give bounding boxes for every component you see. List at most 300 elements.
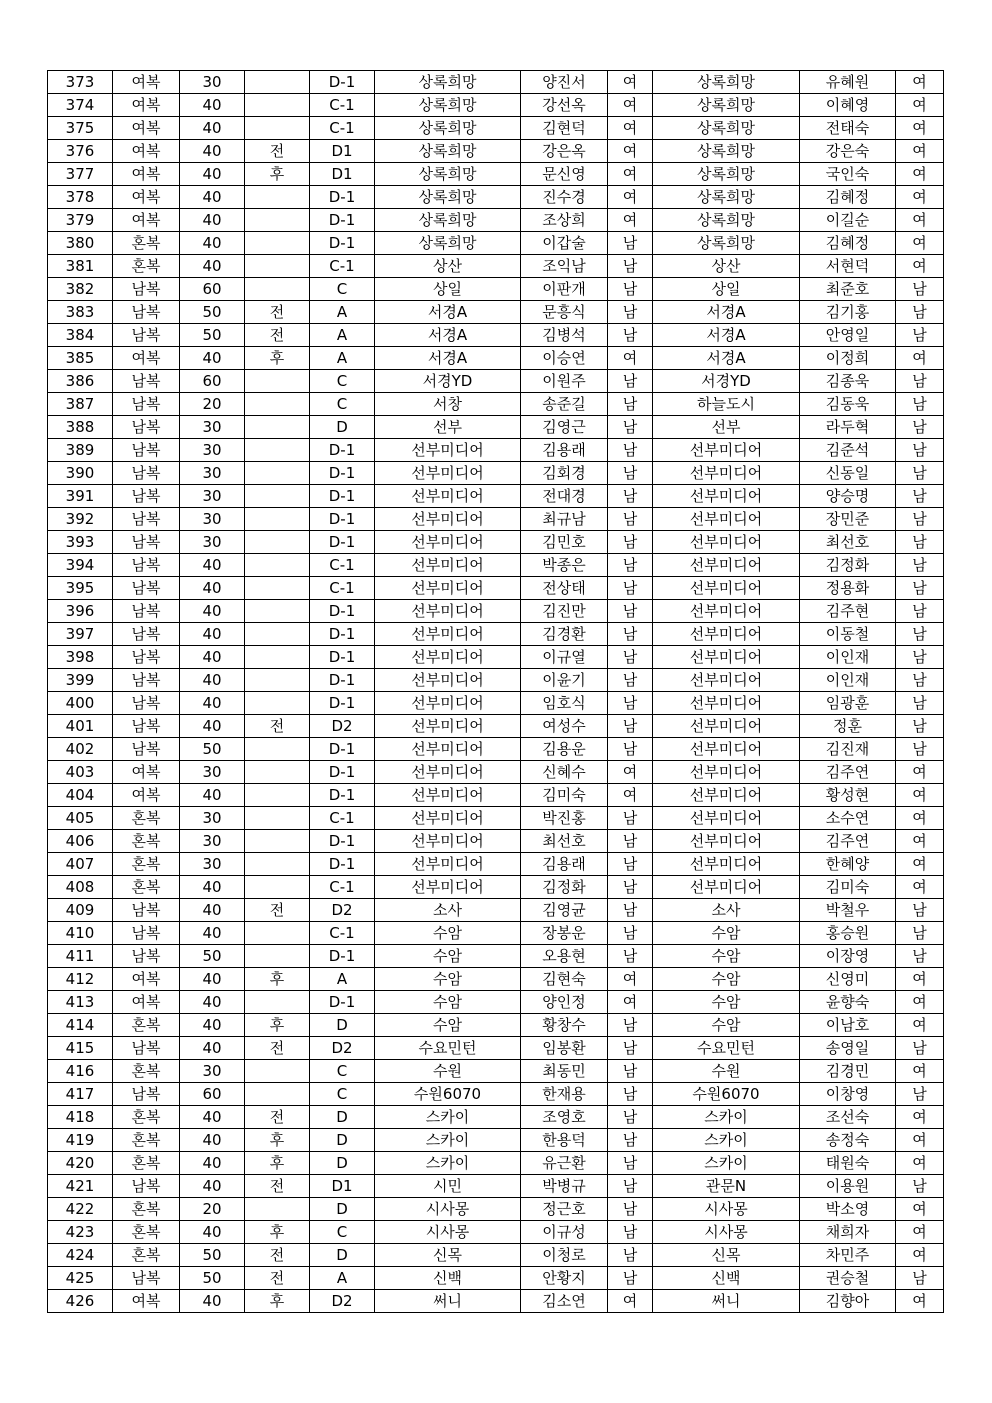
- cell-player-2: 김기홍: [800, 301, 896, 324]
- cell-club-1: 서경A: [375, 324, 521, 347]
- cell-club-2: 소사: [653, 899, 800, 922]
- cell-club-1: 상록희망: [375, 232, 521, 255]
- cell-event: 남복: [113, 301, 180, 324]
- cell-event: 남복: [113, 669, 180, 692]
- cell-club-1: 선부미디어: [375, 646, 521, 669]
- cell-player-2: 전태숙: [800, 117, 896, 140]
- cell-club-2: 선부미디어: [653, 439, 800, 462]
- cell-session: [245, 508, 310, 531]
- cell-club-2: 서경A: [653, 324, 800, 347]
- cell-age-group: 40: [180, 554, 245, 577]
- cell-gender-1: 남: [608, 1129, 653, 1152]
- cell-club-1: 선부미디어: [375, 715, 521, 738]
- cell-club-1: 써니: [375, 1290, 521, 1313]
- cell-gender-2: 여: [896, 255, 944, 278]
- cell-club-2: 스카이: [653, 1106, 800, 1129]
- cell-grade: C-1: [310, 554, 375, 577]
- cell-club-2: 신목: [653, 1244, 800, 1267]
- cell-number: 387: [48, 393, 113, 416]
- cell-player-1: 양진서: [521, 71, 608, 94]
- cell-age-group: 40: [180, 1221, 245, 1244]
- cell-grade: C-1: [310, 94, 375, 117]
- cell-event: 여복: [113, 784, 180, 807]
- cell-session: 전: [245, 324, 310, 347]
- cell-age-group: 40: [180, 1290, 245, 1313]
- cell-event: 남복: [113, 1267, 180, 1290]
- cell-grade: D: [310, 1129, 375, 1152]
- cell-grade: D-1: [310, 692, 375, 715]
- cell-player-2: 김종욱: [800, 370, 896, 393]
- cell-player-2: 태원숙: [800, 1152, 896, 1175]
- cell-gender-1: 여: [608, 117, 653, 140]
- cell-number: 408: [48, 876, 113, 899]
- cell-event: 혼복: [113, 1129, 180, 1152]
- cell-age-group: 30: [180, 531, 245, 554]
- cell-club-2: 선부미디어: [653, 646, 800, 669]
- cell-gender-1: 남: [608, 485, 653, 508]
- cell-session: [245, 853, 310, 876]
- cell-number: 388: [48, 416, 113, 439]
- cell-grade: D-1: [310, 485, 375, 508]
- cell-player-2: 강은숙: [800, 140, 896, 163]
- cell-player-1: 강은옥: [521, 140, 608, 163]
- cell-club-1: 선부미디어: [375, 876, 521, 899]
- cell-session: [245, 692, 310, 715]
- cell-player-1: 이규열: [521, 646, 608, 669]
- table-row: [48, 945, 944, 968]
- cell-player-1: 이규성: [521, 1221, 608, 1244]
- cell-age-group: 60: [180, 1083, 245, 1106]
- table-row: [48, 968, 944, 991]
- cell-session: [245, 1083, 310, 1106]
- cell-gender-1: 남: [608, 1106, 653, 1129]
- cell-number: 402: [48, 738, 113, 761]
- cell-number: 384: [48, 324, 113, 347]
- cell-player-1: 김영근: [521, 416, 608, 439]
- cell-club-1: 선부미디어: [375, 738, 521, 761]
- cell-club-1: 상록희망: [375, 209, 521, 232]
- cell-grade: D-1: [310, 186, 375, 209]
- cell-session: [245, 738, 310, 761]
- cell-club-2: 상록희망: [653, 94, 800, 117]
- cell-event: 남복: [113, 1083, 180, 1106]
- cell-age-group: 50: [180, 945, 245, 968]
- cell-club-1: 상록희망: [375, 71, 521, 94]
- cell-age-group: 40: [180, 1129, 245, 1152]
- cell-gender-2: 여: [896, 1129, 944, 1152]
- cell-grade: D-1: [310, 508, 375, 531]
- cell-player-1: 한재용: [521, 1083, 608, 1106]
- cell-session: [245, 991, 310, 1014]
- cell-age-group: 30: [180, 485, 245, 508]
- cell-club-2: 수암: [653, 1014, 800, 1037]
- cell-gender-1: 남: [608, 807, 653, 830]
- cell-gender-2: 여: [896, 1152, 944, 1175]
- cell-club-2: 선부미디어: [653, 600, 800, 623]
- cell-gender-2: 남: [896, 600, 944, 623]
- cell-club-2: 상록희망: [653, 117, 800, 140]
- table-row: [48, 301, 944, 324]
- cell-event: 남복: [113, 531, 180, 554]
- cell-club-1: 신목: [375, 1244, 521, 1267]
- cell-event: 남복: [113, 508, 180, 531]
- cell-gender-1: 여: [608, 186, 653, 209]
- cell-grade: C: [310, 370, 375, 393]
- cell-age-group: 30: [180, 508, 245, 531]
- cell-gender-1: 남: [608, 1175, 653, 1198]
- cell-session: [245, 1060, 310, 1083]
- cell-event: 혼복: [113, 255, 180, 278]
- cell-number: 412: [48, 968, 113, 991]
- cell-club-1: 선부미디어: [375, 807, 521, 830]
- cell-gender-2: 남: [896, 462, 944, 485]
- cell-grade: D2: [310, 715, 375, 738]
- cell-event: 남복: [113, 945, 180, 968]
- cell-gender-2: 남: [896, 508, 944, 531]
- cell-gender-1: 남: [608, 945, 653, 968]
- cell-club-2: 선부미디어: [653, 761, 800, 784]
- cell-player-2: 장민준: [800, 508, 896, 531]
- cell-gender-1: 남: [608, 1267, 653, 1290]
- cell-session: [245, 186, 310, 209]
- cell-player-1: 김현덕: [521, 117, 608, 140]
- cell-number: 414: [48, 1014, 113, 1037]
- table-row: [48, 761, 944, 784]
- cell-player-1: 송준길: [521, 393, 608, 416]
- cell-player-1: 조영호: [521, 1106, 608, 1129]
- cell-number: 386: [48, 370, 113, 393]
- cell-gender-1: 남: [608, 853, 653, 876]
- cell-event: 여복: [113, 186, 180, 209]
- cell-grade: D: [310, 1198, 375, 1221]
- cell-session: 전: [245, 140, 310, 163]
- cell-gender-1: 여: [608, 140, 653, 163]
- cell-number: 421: [48, 1175, 113, 1198]
- cell-session: [245, 416, 310, 439]
- cell-club-2: 선부미디어: [653, 462, 800, 485]
- cell-session: 전: [245, 1267, 310, 1290]
- cell-gender-2: 여: [896, 71, 944, 94]
- cell-gender-1: 남: [608, 278, 653, 301]
- cell-age-group: 40: [180, 784, 245, 807]
- cell-gender-2: 남: [896, 738, 944, 761]
- cell-event: 여복: [113, 140, 180, 163]
- cell-age-group: 40: [180, 1106, 245, 1129]
- cell-gender-1: 남: [608, 876, 653, 899]
- cell-grade: D1: [310, 163, 375, 186]
- cell-session: [245, 531, 310, 554]
- table-row: [48, 830, 944, 853]
- cell-club-2: 선부미디어: [653, 531, 800, 554]
- cell-grade: D: [310, 1106, 375, 1129]
- cell-player-2: 송정숙: [800, 1129, 896, 1152]
- cell-club-1: 선부미디어: [375, 853, 521, 876]
- cell-player-1: 박진홍: [521, 807, 608, 830]
- cell-gender-2: 남: [896, 715, 944, 738]
- cell-club-2: 선부미디어: [653, 738, 800, 761]
- cell-number: 376: [48, 140, 113, 163]
- cell-number: 415: [48, 1037, 113, 1060]
- cell-club-2: 수원: [653, 1060, 800, 1083]
- cell-club-1: 서경A: [375, 301, 521, 324]
- cell-grade: D-1: [310, 945, 375, 968]
- cell-player-2: 한혜양: [800, 853, 896, 876]
- cell-session: 후: [245, 1152, 310, 1175]
- cell-player-2: 김정화: [800, 554, 896, 577]
- cell-session: [245, 600, 310, 623]
- cell-club-1: 선부미디어: [375, 623, 521, 646]
- cell-age-group: 40: [180, 140, 245, 163]
- cell-grade: D-1: [310, 600, 375, 623]
- cell-gender-1: 남: [608, 554, 653, 577]
- cell-player-2: 국인숙: [800, 163, 896, 186]
- cell-player-1: 김미숙: [521, 784, 608, 807]
- cell-gender-1: 남: [608, 416, 653, 439]
- cell-grade: D-1: [310, 623, 375, 646]
- cell-number: 413: [48, 991, 113, 1014]
- cell-age-group: 40: [180, 991, 245, 1014]
- entry-table: [47, 70, 944, 1313]
- cell-gender-2: 여: [896, 784, 944, 807]
- cell-event: 혼복: [113, 232, 180, 255]
- cell-club-2: 상록희망: [653, 209, 800, 232]
- cell-number: 374: [48, 94, 113, 117]
- cell-age-group: 30: [180, 853, 245, 876]
- cell-player-2: 정훈: [800, 715, 896, 738]
- table-row: [48, 784, 944, 807]
- cell-gender-1: 남: [608, 692, 653, 715]
- cell-player-2: 조선숙: [800, 1106, 896, 1129]
- cell-player-2: 안영일: [800, 324, 896, 347]
- table-row: [48, 1014, 944, 1037]
- cell-gender-1: 남: [608, 1060, 653, 1083]
- cell-club-2: 수원6070: [653, 1083, 800, 1106]
- cell-player-1: 조상희: [521, 209, 608, 232]
- cell-gender-2: 남: [896, 416, 944, 439]
- cell-event: 여복: [113, 347, 180, 370]
- cell-player-2: 임광훈: [800, 692, 896, 715]
- cell-number: 403: [48, 761, 113, 784]
- cell-event: 남복: [113, 715, 180, 738]
- cell-club-1: 수암: [375, 945, 521, 968]
- cell-session: [245, 945, 310, 968]
- cell-age-group: 40: [180, 899, 245, 922]
- cell-number: 411: [48, 945, 113, 968]
- cell-session: 후: [245, 163, 310, 186]
- table-row: [48, 876, 944, 899]
- cell-age-group: 40: [180, 1037, 245, 1060]
- cell-gender-2: 남: [896, 531, 944, 554]
- cell-session: [245, 485, 310, 508]
- cell-event: 여복: [113, 991, 180, 1014]
- cell-player-1: 임봉환: [521, 1037, 608, 1060]
- cell-player-2: 김혜정: [800, 232, 896, 255]
- cell-number: 422: [48, 1198, 113, 1221]
- cell-grade: C: [310, 1083, 375, 1106]
- cell-club-2: 선부: [653, 416, 800, 439]
- cell-player-2: 이정희: [800, 347, 896, 370]
- entry-table-body: [48, 71, 944, 1313]
- cell-number: 385: [48, 347, 113, 370]
- cell-gender-1: 남: [608, 623, 653, 646]
- cell-club-1: 수암: [375, 968, 521, 991]
- cell-player-2: 황성현: [800, 784, 896, 807]
- cell-club-2: 선부미디어: [653, 807, 800, 830]
- cell-grade: D2: [310, 899, 375, 922]
- cell-age-group: 40: [180, 163, 245, 186]
- cell-player-1: 안황지: [521, 1267, 608, 1290]
- cell-gender-2: 남: [896, 1175, 944, 1198]
- cell-club-1: 선부미디어: [375, 439, 521, 462]
- cell-club-1: 스카이: [375, 1129, 521, 1152]
- cell-session: [245, 669, 310, 692]
- cell-club-2: 선부미디어: [653, 485, 800, 508]
- cell-number: 390: [48, 462, 113, 485]
- cell-club-2: 선부미디어: [653, 554, 800, 577]
- cell-player-1: 김민호: [521, 531, 608, 554]
- cell-grade: D: [310, 1014, 375, 1037]
- cell-gender-1: 남: [608, 715, 653, 738]
- cell-gender-2: 남: [896, 577, 944, 600]
- cell-event: 남복: [113, 600, 180, 623]
- cell-gender-1: 여: [608, 209, 653, 232]
- cell-club-1: 상일: [375, 278, 521, 301]
- cell-event: 여복: [113, 1290, 180, 1313]
- cell-club-1: 선부미디어: [375, 761, 521, 784]
- table-row: [48, 922, 944, 945]
- cell-player-2: 윤향숙: [800, 991, 896, 1014]
- cell-gender-2: 여: [896, 968, 944, 991]
- cell-player-1: 정근호: [521, 1198, 608, 1221]
- cell-player-2: 이장영: [800, 945, 896, 968]
- table-row: [48, 186, 944, 209]
- cell-club-1: 선부미디어: [375, 784, 521, 807]
- cell-gender-1: 여: [608, 968, 653, 991]
- cell-club-1: 상록희망: [375, 163, 521, 186]
- cell-session: 후: [245, 1221, 310, 1244]
- cell-player-2: 신영미: [800, 968, 896, 991]
- cell-club-2: 상록희망: [653, 71, 800, 94]
- cell-player-1: 장봉운: [521, 922, 608, 945]
- cell-player-1: 김현숙: [521, 968, 608, 991]
- cell-player-2: 서현덕: [800, 255, 896, 278]
- cell-player-2: 이인재: [800, 669, 896, 692]
- cell-number: 416: [48, 1060, 113, 1083]
- cell-gender-1: 남: [608, 232, 653, 255]
- cell-player-1: 강선옥: [521, 94, 608, 117]
- cell-gender-2: 여: [896, 876, 944, 899]
- cell-session: 후: [245, 1290, 310, 1313]
- cell-club-1: 선부미디어: [375, 508, 521, 531]
- cell-session: [245, 393, 310, 416]
- cell-gender-2: 남: [896, 324, 944, 347]
- cell-number: 377: [48, 163, 113, 186]
- cell-player-1: 이판개: [521, 278, 608, 301]
- cell-number: 398: [48, 646, 113, 669]
- table-row: [48, 600, 944, 623]
- cell-player-1: 유근환: [521, 1152, 608, 1175]
- cell-event: 혼복: [113, 807, 180, 830]
- cell-number: 394: [48, 554, 113, 577]
- cell-session: [245, 71, 310, 94]
- cell-club-2: 상일: [653, 278, 800, 301]
- cell-number: 380: [48, 232, 113, 255]
- cell-gender-2: 여: [896, 209, 944, 232]
- cell-number: 391: [48, 485, 113, 508]
- cell-age-group: 40: [180, 1014, 245, 1037]
- cell-gender-2: 남: [896, 278, 944, 301]
- cell-grade: D-1: [310, 761, 375, 784]
- cell-player-2: 이동철: [800, 623, 896, 646]
- cell-event: 혼복: [113, 1152, 180, 1175]
- cell-grade: D-1: [310, 531, 375, 554]
- cell-gender-2: 여: [896, 1014, 944, 1037]
- cell-grade: D-1: [310, 646, 375, 669]
- cell-session: [245, 761, 310, 784]
- cell-player-1: 김소연: [521, 1290, 608, 1313]
- cell-grade: C-1: [310, 807, 375, 830]
- cell-age-group: 40: [180, 94, 245, 117]
- cell-number: 378: [48, 186, 113, 209]
- table-row: [48, 554, 944, 577]
- cell-event: 혼복: [113, 876, 180, 899]
- cell-club-2: 선부미디어: [653, 876, 800, 899]
- cell-event: 여복: [113, 163, 180, 186]
- cell-number: 396: [48, 600, 113, 623]
- table-row: [48, 1106, 944, 1129]
- cell-session: 전: [245, 301, 310, 324]
- cell-gender-2: 남: [896, 899, 944, 922]
- cell-age-group: 40: [180, 968, 245, 991]
- table-row: [48, 991, 944, 1014]
- cell-event: 혼복: [113, 1014, 180, 1037]
- cell-gender-1: 여: [608, 347, 653, 370]
- cell-age-group: 40: [180, 692, 245, 715]
- cell-gender-2: 여: [896, 1060, 944, 1083]
- cell-session: 전: [245, 899, 310, 922]
- cell-player-1: 문신영: [521, 163, 608, 186]
- cell-player-1: 김용래: [521, 853, 608, 876]
- cell-grade: C: [310, 1060, 375, 1083]
- table-row: [48, 1152, 944, 1175]
- table-row: [48, 1060, 944, 1083]
- cell-number: 383: [48, 301, 113, 324]
- cell-club-1: 서경A: [375, 347, 521, 370]
- cell-number: 393: [48, 531, 113, 554]
- cell-gender-2: 여: [896, 761, 944, 784]
- cell-session: [245, 462, 310, 485]
- cell-club-1: 서경YD: [375, 370, 521, 393]
- cell-number: 397: [48, 623, 113, 646]
- cell-club-2: 수암: [653, 945, 800, 968]
- cell-grade: D-1: [310, 232, 375, 255]
- cell-player-1: 이원주: [521, 370, 608, 393]
- cell-grade: C-1: [310, 255, 375, 278]
- cell-gender-2: 여: [896, 232, 944, 255]
- cell-gender-1: 남: [608, 439, 653, 462]
- cell-event: 남복: [113, 462, 180, 485]
- cell-player-1: 김진만: [521, 600, 608, 623]
- table-row: [48, 899, 944, 922]
- cell-gender-2: 여: [896, 1198, 944, 1221]
- cell-session: [245, 922, 310, 945]
- cell-gender-1: 남: [608, 531, 653, 554]
- table-row: [48, 94, 944, 117]
- cell-gender-2: 여: [896, 140, 944, 163]
- table-row: [48, 669, 944, 692]
- cell-grade: D-1: [310, 738, 375, 761]
- cell-club-1: 상록희망: [375, 186, 521, 209]
